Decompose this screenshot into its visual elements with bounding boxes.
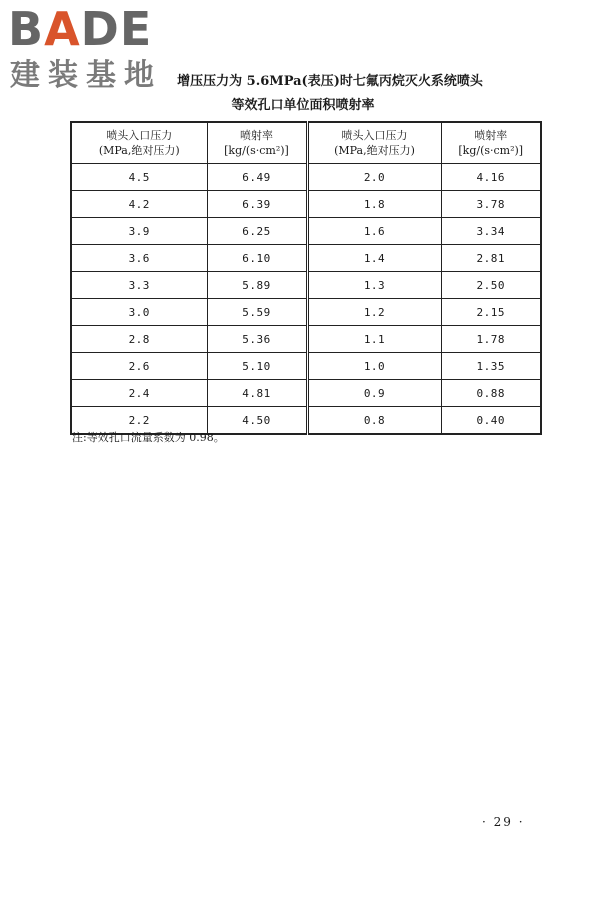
table-header-row: [71, 122, 541, 164]
header-label: 喷射率: [474, 129, 508, 142]
table-row: [71, 245, 541, 272]
table-row: [71, 380, 541, 407]
table-cell: 3.0: [71, 299, 207, 326]
table-cell: 5.89: [207, 272, 307, 299]
table-cell: 0.9: [307, 380, 441, 407]
table-cell: 0.8: [307, 407, 441, 435]
table-row: [71, 326, 541, 353]
table-cell: 1.4: [307, 245, 441, 272]
table-cell: 0.40: [441, 407, 541, 435]
table-cell: 1.8: [307, 191, 441, 218]
table-row: [71, 191, 541, 218]
table-cell: 1.1: [307, 326, 441, 353]
header-label: 喷头入口压力: [341, 129, 408, 142]
table-cell: 3.34: [441, 218, 541, 245]
logo-letter-b: B: [8, 2, 45, 56]
header-discharge-rate-right: [441, 122, 541, 164]
table-cell: 2.50: [441, 272, 541, 299]
header-unit: (MPa,绝对压力): [334, 144, 415, 157]
table-caption-line-1: 增压压力为 5.6MPa(表压)时七氟丙烷灭火系统喷头: [177, 74, 483, 89]
table-cell: 1.0: [307, 353, 441, 380]
table-cell: 5.10: [207, 353, 307, 380]
table-cell: 3.78: [441, 191, 541, 218]
logo-wordmark: [8, 2, 153, 56]
table-cell: 6.10: [207, 245, 307, 272]
table-cell: 4.2: [71, 191, 207, 218]
header-inlet-pressure-right: [307, 122, 441, 164]
table-row: [71, 218, 541, 245]
table-cell: 3.3: [71, 272, 207, 299]
table-cell: 4.5: [71, 164, 207, 191]
table-cell: 3.6: [71, 245, 207, 272]
table-cell: 1.35: [441, 353, 541, 380]
page-number: · 29 ·: [482, 815, 525, 829]
table-row: [71, 353, 541, 380]
table-row: [71, 299, 541, 326]
table-cell: 3.9: [71, 218, 207, 245]
logo-subtitle: 建装基地: [10, 58, 162, 93]
table-cell: 1.3: [307, 272, 441, 299]
table-cell: 4.16: [441, 164, 541, 191]
table-cell: 6.39: [207, 191, 307, 218]
table-cell: 4.50: [207, 407, 307, 435]
table-cell: 5.59: [207, 299, 307, 326]
table-cell: 0.88: [441, 380, 541, 407]
discharge-rate-table: [70, 121, 542, 435]
table-row: [71, 272, 541, 299]
logo-letters-de: DE: [80, 2, 153, 56]
table-cell: 5.36: [207, 326, 307, 353]
header-unit: (MPa,绝对压力): [98, 144, 180, 157]
logo-letter-a-accent: A: [44, 2, 81, 56]
table-cell: 2.4: [71, 380, 207, 407]
header-label: 喷头入口压力: [106, 129, 173, 142]
table-cell: 2.15: [441, 299, 541, 326]
table-cell: 1.2: [307, 299, 441, 326]
table-cell: 1.78: [441, 326, 541, 353]
header-discharge-rate-left: [207, 122, 307, 164]
table-cell: 2.8: [71, 326, 207, 353]
header-label: 喷射率: [240, 129, 273, 142]
table-row: [71, 164, 541, 191]
table-cell: 1.6: [307, 218, 441, 245]
table-cell: 6.25: [207, 218, 307, 245]
table-cell: 4.81: [207, 380, 307, 407]
table-cell: 2.2: [71, 407, 207, 435]
header-unit: [kg/(s·cm²)]: [224, 144, 289, 157]
header-inlet-pressure-left: [71, 122, 207, 164]
table-cell: 6.49: [207, 164, 307, 191]
header-unit: [kg/(s·cm²)]: [458, 144, 524, 157]
table-cell: 2.6: [71, 353, 207, 380]
table-cell: 2.81: [441, 245, 541, 272]
table-footnote: 注:等效孔口流量系数为 0.98。: [72, 431, 225, 444]
table-caption-line-2: 等效孔口单位面积喷射率: [231, 98, 375, 113]
table-cell: 2.0: [307, 164, 441, 191]
